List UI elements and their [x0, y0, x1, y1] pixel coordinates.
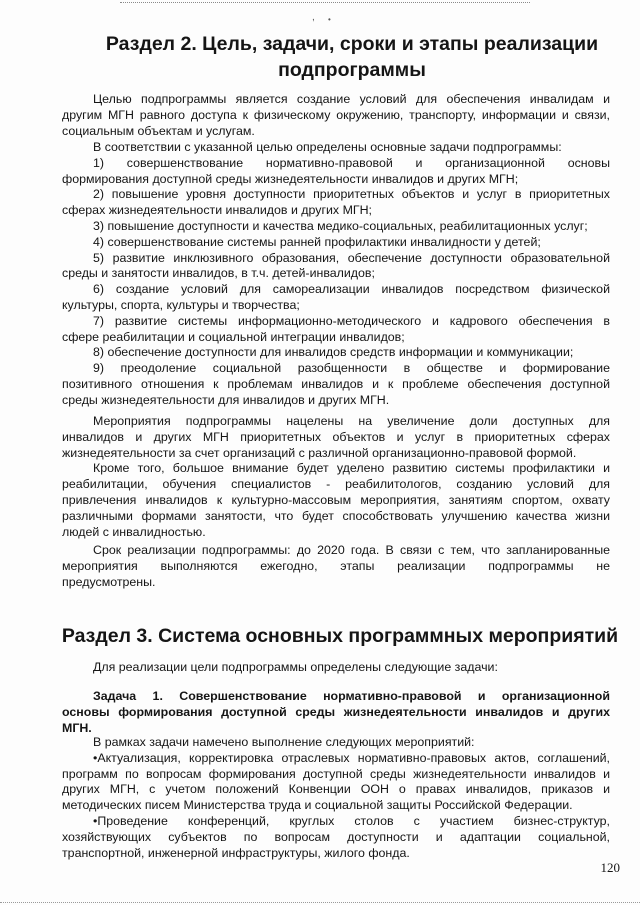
text-line: реабилитации, обучения специалистов - реабилитологов, созданию условий для	[62, 477, 610, 492]
text-line: другим МГН равного доступа к физическому окружению, транспорту, информации и связи,	[62, 107, 610, 122]
section3-title: Раздел 3. Система основных программных мероприятий	[61, 625, 619, 647]
tasks-intro: В соответствии с указанной целью определены основные задачи подпрограммы:	[93, 140, 562, 154]
task-line: 1) совершенствование нормативно-правовой и организационной основы	[93, 155, 610, 170]
task-line: среды жизнедеятельности для инвалидов и других МГН.	[62, 392, 390, 407]
goal-paragraph	[62, 92, 610, 139]
text-line: различными формами занятости, что будет способствовать улучшению качества жизни	[62, 508, 610, 523]
text-line: Мероприятия подпрограммы нацелены на увеличение доли доступных для	[93, 414, 610, 428]
task1-title	[62, 689, 610, 736]
section2-title-cont: подпрограммы	[278, 59, 426, 81]
task-line: 7) развитие системы информационно-методического и кадрового обеспечения в	[93, 313, 610, 328]
text-line: людей с инвалидностью.	[62, 524, 206, 539]
term-paragraph	[62, 543, 610, 590]
text-line: В рамках задачи намечено выполнение следующих мероприятий:	[93, 735, 475, 749]
text-line: привлечения инвалидов к культурно-массовым мероприятия, занятиям спортом, охвату	[62, 492, 610, 507]
task-line: позитивного отношения к проблемам инвалидов и к проблеме обеспечения доступной	[62, 376, 610, 391]
task-line: 2) повышение уровня доступности приоритетных объектов и услуг в приоритетных	[93, 187, 610, 202]
task-line: сферах жизнедеятельности инвалидов и других МГН;	[62, 203, 372, 218]
scan-mark: •	[328, 15, 331, 24]
top-scan-edge	[120, 2, 530, 3]
text-line: мероприятия выполняются ежегодно, этапы реализации подпрограммы не	[62, 558, 610, 573]
task-line: формирования доступной среды жизнедеятельности инвалидов и других МГН;	[62, 171, 519, 186]
text-line: социальным объектам и услугам.	[62, 123, 255, 138]
task-line: 3) повышение доступности и качества медико-социальных, реабилитационных услуг;	[93, 218, 588, 233]
task1-body	[62, 735, 610, 861]
section2-title: Раздел 2. Цель, задачи, сроки и этапы реализации	[105, 33, 599, 55]
task-line: 8) обеспечение доступности для инвалидов средств информации и коммуникации;	[93, 345, 574, 360]
text-line: других МГН, с учетом положений Конвенции ООН о правах инвалидов, приказов и	[62, 782, 610, 797]
task-line: 6) создание условий для самореализации инвалидов посредством физической	[93, 282, 610, 297]
text-line: основы формирования доступной среды жизнедеятельности инвалидов и других	[62, 704, 610, 719]
text-line: МГН.	[62, 720, 92, 735]
text-line: Кроме того, большое внимание будет уделено развитию системы профилактики и	[93, 461, 610, 476]
task-line: среды и занятости инвалидов, в т.ч. детей-инвалидов;	[62, 266, 375, 281]
text-line: жизнедеятельности за счет организаций с различной организационно-правовой формой.	[62, 445, 577, 460]
text-line: программ по вопросам формирования доступной среды жизнедеятельности инвалидов и	[62, 766, 610, 781]
bottom-scan-edge	[0, 902, 640, 903]
task-line: 5) развитие инклюзивного образования, обеспечение доступности образовательной	[93, 250, 610, 265]
bullet-line: •Актуализация, корректировка отраслевых нормативно-правовых актов, соглашений,	[93, 750, 610, 765]
task-line: 9) преодоление социальной разобщенности в обществе и формирование	[93, 361, 610, 376]
text-line: Задача 1. Совершенствование нормативно-правовой и организационной	[93, 689, 610, 703]
text-line: методических писем Министерства труда и социальной защиты Российской Федерации.	[62, 798, 573, 813]
measures-paragraph	[62, 414, 610, 540]
bullet-line: •Проведение конференций, круглых столов с участием бизнес-структур,	[93, 813, 610, 828]
text-line: Целью подпрограммы является создание условий для обеспечения инвалидам и	[93, 92, 610, 106]
text-line: транспортной, инженерной инфраструктуры, жилого фонда.	[62, 845, 410, 860]
scan-mark: ,	[312, 12, 315, 23]
text-line: Срок реализации подпрограммы: до 2020 года. В связи с тем, что запланированные	[93, 543, 610, 557]
page-number: 120	[600, 860, 620, 875]
task-line: 4) совершенствование системы ранней профилактики инвалидности у детей;	[93, 234, 541, 249]
text-line: инвалидов и других МГН приоритетных объектов и услуг в приоритетных сферах	[62, 429, 610, 444]
tasks-list	[62, 140, 610, 409]
task-line: сфере реабилитации и социальной интеграции инвалидов;	[62, 329, 405, 344]
text-line: хозяйствующих субъектов по вопросам доступности и адаптации социальной,	[62, 829, 610, 844]
task-line: культуры, спорта, культуры и творчества;	[62, 297, 300, 312]
text-line: Для реализации цели подпрограммы определены следующие задачи:	[93, 660, 498, 674]
text-line: предусмотрены.	[62, 574, 156, 589]
section3-intro	[62, 660, 610, 676]
